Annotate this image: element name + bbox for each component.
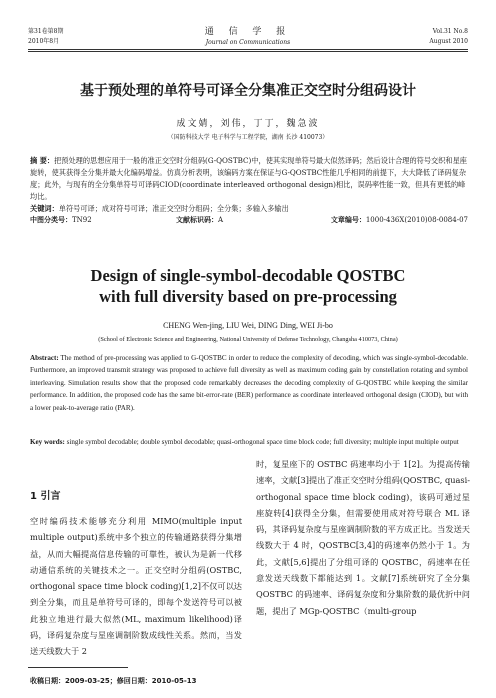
volume-cn: 第31卷第8期 [28, 28, 64, 35]
affiliation-en: (School of Electronic Science and Engineering, National University of Defense Technology, Changsha 410073, China) [98, 336, 398, 343]
date-cn: 2010年8月 [28, 38, 60, 45]
journal-name-en: Journal on Communications [205, 39, 291, 46]
article-number-field [331, 215, 468, 225]
title-cn: 基于预处理的单符号可译全分集准正交空时分组码设计 [80, 83, 416, 99]
keywords-cn [30, 203, 468, 215]
doc-code-label: 文献标识码： [176, 216, 218, 224]
abstract-en-text: The method of pre-processing was applied to G-QOSTBC in order to reduce the complexity of decoding, which was single-symbol-decodable. Furthermore, an improved transmit strategy was proposed to achieve full diversity as well as maximum coding gain by constellation rotating and symbol interleaving. Simulation results show that the proposed code remarkably decreases the decoding complexity of G-QOSTBC while keeping the similar performance. In addition, the proposed code has the same bit-error-rate (BER) performance as coordinate interleaved orthogonal design (CIOD), but with a lower peak-to-average ratio (PAR). [30, 354, 468, 412]
clc-label: 中图分类号： [30, 216, 72, 224]
body-right-column: 时，复星座下的 OSTBC 码速率均小于 1[2]。为提高传输速率，文献[3]提出了准正交空时分组码(QOSTBC, quasi-orthogonal space time block coding)，该码可通过星座旋转[4]获得全分集，但需要使用成对符号联合 ML 译码，其译码复杂度与星座调制阶数的平方成正比。当发送天线数大于 4 时，QOSTBC[3,4]的码速率仍然小于 1。为此，文献[5,6]提出了分组可译的 QOSTBC，码速率在任意发送天线数下都能达到 1。文献[7]系统研究了全分集QOSTBC 的码速率、译码复杂度和分集阶数的最优折中问题，提出了 MGp-QOSTBC（multi-group [256, 459, 470, 616]
keywords-en-text: single symbol decodable; double symbol decodable; quasi-orthogonal space time block code; full diversity; multiple input multiple output [66, 438, 459, 446]
title-en [0, 265, 496, 307]
volume-en: Vol.31 No.8 [432, 28, 468, 35]
article-number-value: 1000-436X(2010)08-0084-07 [365, 216, 468, 224]
abstract-cn [30, 155, 468, 203]
keywords-cn-text: 单符号可译；成对符号可译；准正交空时分组码；全分集；多输入多输出 [58, 204, 289, 213]
footnote-rule [28, 667, 128, 668]
clc-field [30, 215, 92, 225]
journal-name-cn: 通 信 学 报 [204, 27, 292, 37]
article-number-label: 文章编号： [330, 216, 366, 224]
keywords-en-label: Key words: [30, 438, 65, 446]
date-en: August 2010 [429, 38, 468, 45]
clc-value: TN92 [72, 216, 92, 224]
classification-row [30, 215, 468, 225]
abstract-cn-text: 把预处理的思想应用于一般的准正交空时分组码(G-QOSTBC)中，使其实现单符号最大似然译码；然后设计合理的符号交织和星座旋转，使其获得全分集并最大化编码增益。仿真分析表明，该编码方案在保证与G-QOSTBC性能几乎相同的前提下，大大降低了译码复杂度；此外，与现有的全分集单符号可译码CIOD(coordinate interleaved orthogonal design)相比，误码率性能一致，但具有更低的峰均比。 [30, 156, 467, 201]
section-1-heading: 1 引言 [30, 491, 61, 502]
abstract-en-label: Abstract: [30, 354, 59, 362]
authors-en: CHENG Wen-jing, LIU Wei, DING Ding, WEI Ji-bo [163, 321, 333, 330]
abstract-en [30, 352, 468, 414]
body-left-column: 空时编码技术能够充分利用 MIMO(multiple input multiple output)系统中多个独立的传输通路获得分集增益，从而大幅提高信息传输的可靠性，被认为是新一代移动通信系统的关键技术之一。正交空时分组码(OSTBC, orthogonal space time block coding)[1,2]不仅可以达到全分集，而且是单符号可译的，即每个发送符号可以被此独立地进行最大似然(ML, maximum likelihood)译码，译码复杂度与星座调制阶数成线性关系。然而，当发送天线数大于 2 [30, 516, 242, 657]
doc-code-field [176, 215, 223, 225]
title-en-line-1: Design of single-symbol-decodable QOSTBC [90, 266, 406, 285]
abstract-cn-label: 摘 要： [30, 156, 55, 165]
affiliation-cn: （国防科技大学 电子科学与工程学院，湖南 长沙 410073） [167, 134, 329, 141]
keywords-cn-label: 关键词： [30, 204, 59, 213]
keywords-en [30, 436, 468, 448]
title-en-line-2: with full diversity based on pre-processing [99, 287, 397, 306]
authors-cn: 成文婧，刘伟，丁丁，魏急波 [176, 119, 320, 129]
header-rule [28, 49, 468, 50]
header-rule-2 [28, 51, 468, 52]
doc-code-value: A [218, 216, 224, 224]
received-date-footnote: 收稿日期：2009-03-25；修回日期：2010-05-13 [30, 677, 197, 685]
